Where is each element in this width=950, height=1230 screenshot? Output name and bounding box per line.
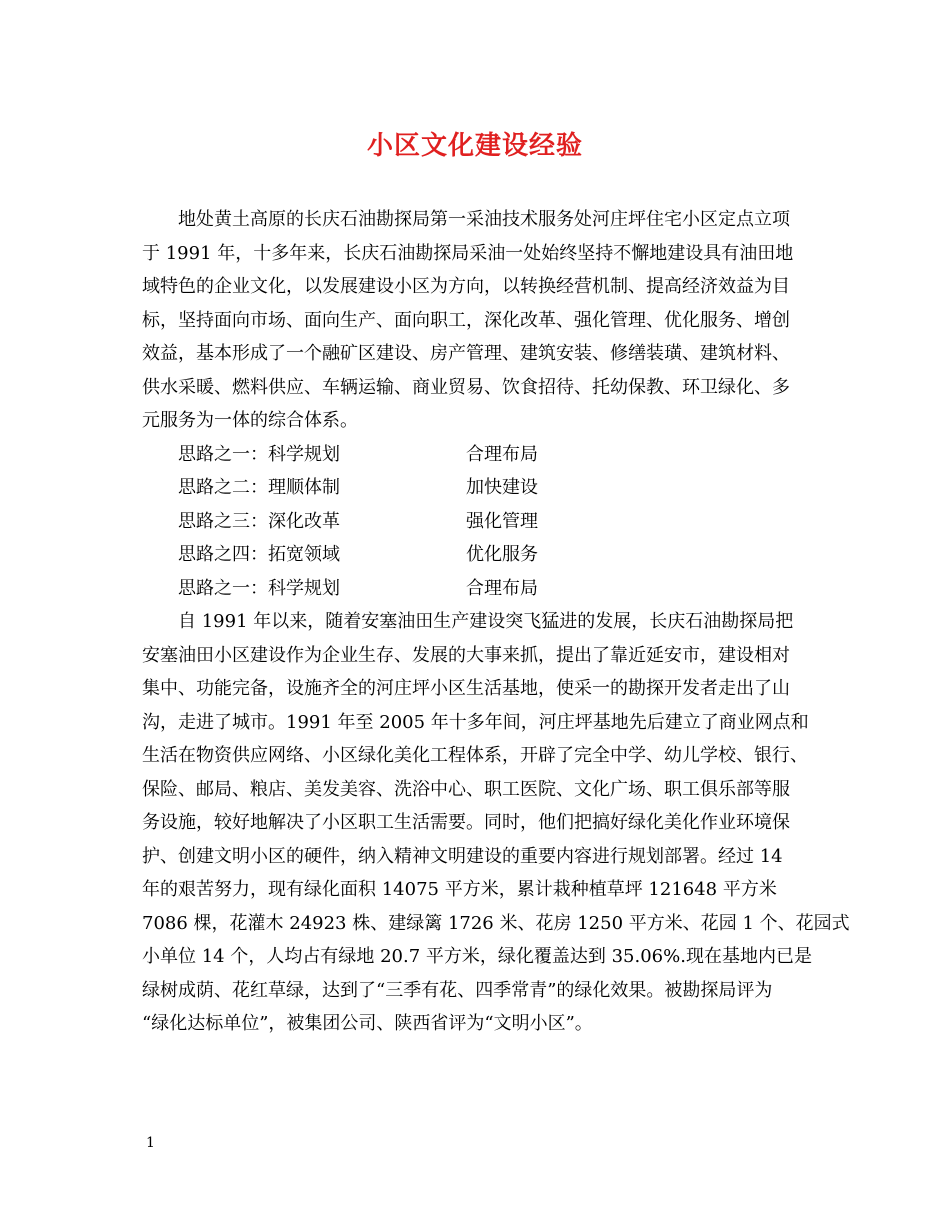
- idea-row: [142, 572, 812, 606]
- page-number: 1: [146, 1135, 155, 1151]
- idea-row: [142, 505, 812, 539]
- development-line: 沟，走进了城市。1991 年至 2005 年十多年间，河庄坪基地先后建立了商业网点和: [142, 711, 809, 733]
- idea-label: 思路之四：拓宽领域: [178, 544, 340, 565]
- development-line: 自 1991 年以来，随着安塞油田生产建设突飞猛进的发展，长庆石油勘探局把: [178, 611, 794, 632]
- development-line: 7086 棵，花灌木 24923 株、建绿篱 1726 米、花房 1250 平方米、花园 1 个、花园式: [142, 912, 850, 934]
- idea-goal: 强化管理: [466, 510, 538, 532]
- ideas-list: [142, 438, 812, 606]
- intro-line: 供水采暖、燃料供应、车辆运输、商业贸易、饮食招待、托幼保教、环卫绿化、多: [142, 376, 790, 398]
- idea-row: [142, 438, 812, 472]
- intro-line: 于 1991 年，十多年来，长庆石油勘探局采油一处始终坚持不懈地建设具有油田地: [142, 242, 794, 264]
- development-line: “绿化达标单位”，被集团公司、陕西省评为“文明小区”。: [142, 1013, 593, 1034]
- development-line: 护、创建文明小区的硬件，纳入精神文明建设的重要内容进行规划部署。经过 14: [142, 845, 783, 867]
- idea-label: 思路之三：深化改革: [178, 510, 340, 532]
- idea-label: 思路之一：科学规划: [178, 577, 340, 599]
- paragraph-development: [142, 605, 850, 1041]
- paragraph-intro: [142, 203, 812, 438]
- idea-label: 思路之二：理顺体制: [178, 477, 340, 498]
- idea-goal: 合理布局: [466, 443, 538, 465]
- idea-row: [142, 471, 812, 505]
- intro-line: 效益，基本形成了一个融矿区建设、房产管理、建筑安装、修缮装璜、建筑材料、: [142, 343, 790, 364]
- intro-line: 标，坚持面向市场、面向生产、面向职工，深化改革、强化管理、优化服务、增创: [142, 309, 790, 331]
- idea-row: [142, 538, 812, 572]
- development-line: 保险、邮局、粮店、美发美容、洗浴中心、职工医院、文化广场、职工俱乐部等服: [142, 778, 790, 800]
- development-line: 安塞油田小区建设作为企业生存、发展的大事来抓，提出了靠近延安市，建设相对: [142, 644, 790, 666]
- development-line: 绿树成荫、花红草绿，达到了“三季有花、四季常青”的绿化效果。被勘探局评为: [142, 979, 773, 1001]
- intro-line: 域特色的企业文化，以发展建设小区为方向，以转换经营机制、提高经济效益为目: [142, 276, 790, 297]
- idea-goal: 加快建设: [466, 477, 538, 498]
- document-body: [142, 203, 850, 1041]
- intro-line: 地处黄土高原的长庆石油勘探局第一采油技术服务处河庄坪住宅小区定点立项: [178, 209, 790, 230]
- development-line: 年的艰苦努力，现有绿化面积 14075 平方米，累计栽种植草坪 121648 平方米: [142, 879, 777, 900]
- development-line: 生活在物资供应网络、小区绿化美化工程体系，开辟了完全中学、幼儿学校、银行、: [142, 745, 808, 766]
- intro-line: 元服务为一体的综合体系。: [142, 410, 358, 431]
- idea-label: 思路之一：科学规划: [178, 443, 340, 465]
- development-line: 务设施，较好地解决了小区职工生活需要。同时，他们把搞好绿化美化作业环境保: [142, 812, 790, 833]
- development-line: 小单位 14 个，人均占有绿地 20.7 平方米，绿化覆盖达到 35.06%.现在基地内已是: [142, 946, 812, 967]
- idea-goal: 优化服务: [466, 544, 538, 565]
- page-title: 小区文化建设经验: [366, 131, 583, 161]
- idea-goal: 合理布局: [466, 577, 538, 599]
- development-line: 集中、功能完备，设施齐全的河庄坪小区生活基地，使采一的勘探开发者走出了山: [142, 678, 790, 699]
